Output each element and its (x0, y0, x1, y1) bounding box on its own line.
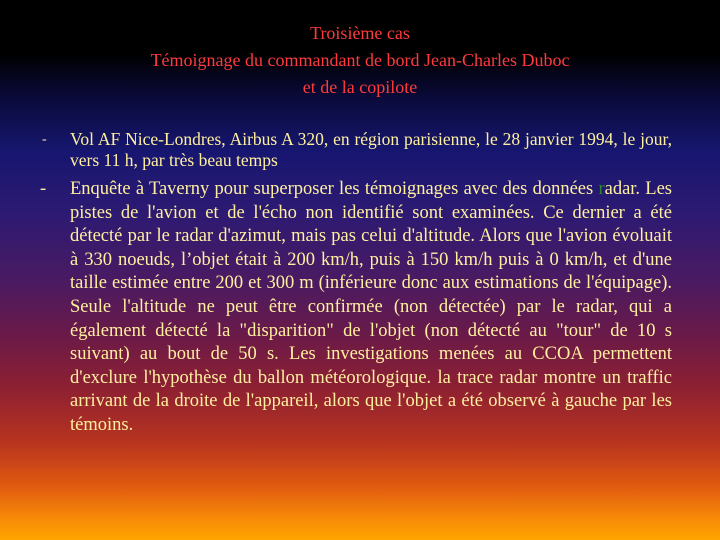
highlighted-letter: r (598, 179, 605, 199)
title-line-1: Troisième cas (310, 23, 410, 43)
bullet-text-after: adar. Les pistes de l'avion et de l'écho non identifié sont examinées. Ce dernier a été détecté par le radar d'azimut, mais pas celui d'altitude. Alors que l'avion évoluait à 330 noeuds, l’objet était à 200 km/h, puis à 150 km/h puis à 0 km/h, et d'une taille estimée entre 200 et 300 m (inférieure donc aux estimations de l'équipage). Seule l'altitude ne peut être confirmée (non détectée) par le radar, qui a également détecté la "disparition" de l'objet (non détecté au "tour" de 10 s suivant) au bout de 50 s. Les investigations menées au CCOA permettent d'exclure l'hypothèse du ballon météorologique. la trace radar montre un traffic arrivant de la droite de l'appareil, alors que l'objet a été observé à gauche par les témoins. (70, 179, 672, 435)
title-line-3: et de la copilote (302, 77, 418, 97)
bullet-text-before: Enquête à Taverny pour superposer les témoignages avec des données (70, 179, 599, 199)
slide-title (40, 20, 680, 101)
bullet-item-flight-info (40, 129, 672, 171)
title-line-2: Témoignage du commandant de bord Jean-Charles Duboc (150, 50, 570, 70)
bullet-item-investigation (40, 178, 672, 438)
bullet-dash: - (40, 179, 47, 199)
bullet-list (40, 129, 672, 438)
bullet-text: Vol AF Nice-Londres, Airbus A 320, en région parisienne, le 28 janvier 1994, le jour, vers 11 h, par très beau temps (70, 129, 672, 170)
bullet-dash: - (42, 132, 47, 147)
